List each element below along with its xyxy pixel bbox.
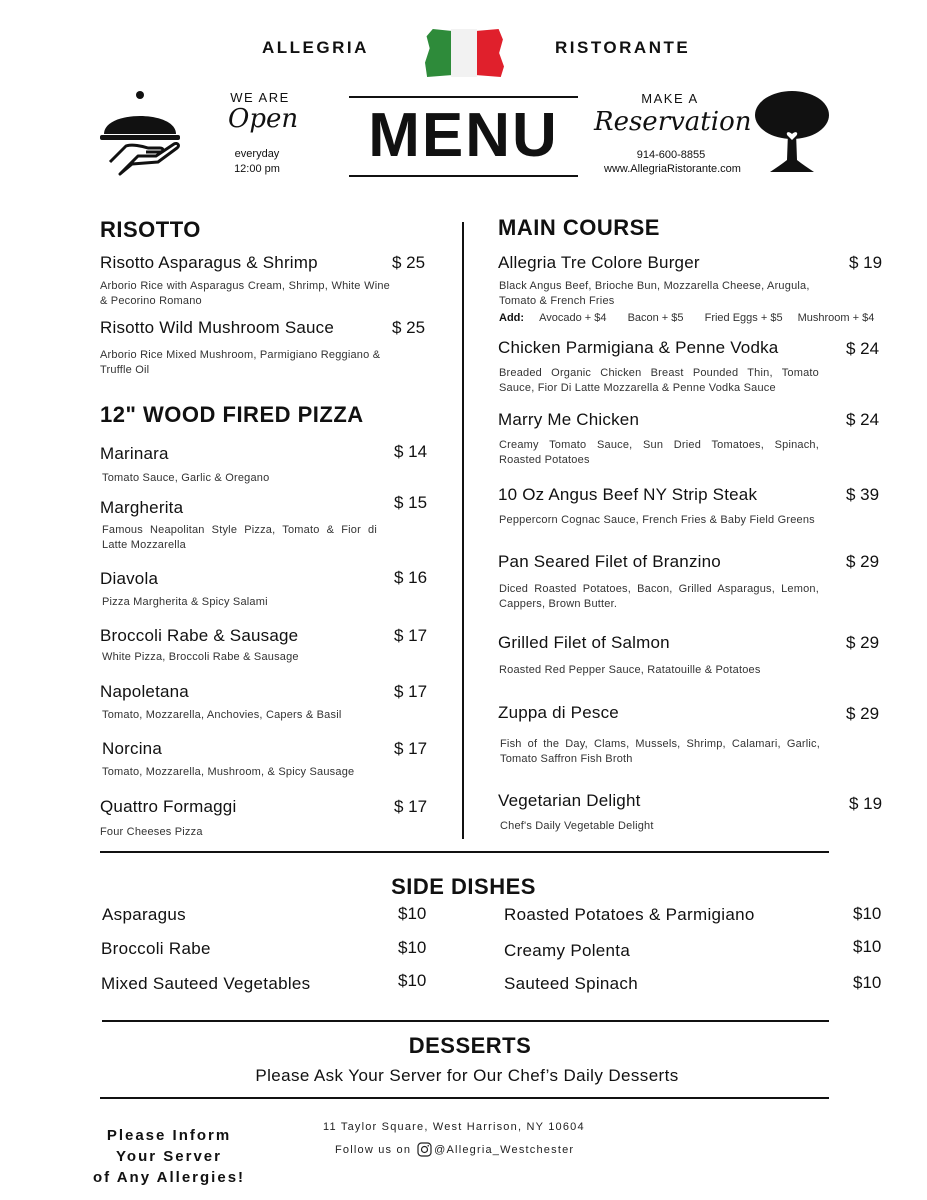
menu-item-price: $ 25 xyxy=(392,318,426,337)
side-item-name: Sauteed Spinach xyxy=(504,974,638,993)
footer-rule xyxy=(100,1097,829,1099)
menu-item-name: Broccoli Rabe & Sausage xyxy=(100,626,299,645)
menu-item-desc: Breaded Organic Chicken Breast Pounded Thin, Tomato Sauce, Fior Di Latte Mozzarella & Penne Vodka Sauce xyxy=(499,367,819,394)
menu-item-price: $ 17 xyxy=(394,739,428,758)
menu-item-name: Marinara xyxy=(100,444,169,463)
menu-item-name: Risotto Wild Mushroom Sauce xyxy=(100,318,335,337)
follow-label: Follow us on xyxy=(335,1143,412,1156)
menu-item-name: Norcina xyxy=(102,739,162,758)
open-line2: everyday xyxy=(234,148,280,160)
menu-item-price: $ 29 xyxy=(846,552,880,571)
menu-item-price: $ 29 xyxy=(846,704,880,723)
menu-item-name: Zuppa di Pesce xyxy=(498,703,619,722)
desserts-rule xyxy=(102,1020,829,1022)
menu-item-name: Risotto Asparagus & Shrimp xyxy=(100,253,318,272)
menu-item-desc: Four Cheeses Pizza xyxy=(100,826,203,838)
menu-item-price: $ 17 xyxy=(394,797,428,816)
menu-item-price: $ 16 xyxy=(394,568,428,587)
side-item-price: $10 xyxy=(398,971,427,990)
addons-label: Add: xyxy=(499,312,525,324)
menu-item-name: Vegetarian Delight xyxy=(498,791,641,810)
risotto-title: RISOTTO xyxy=(100,217,201,242)
flag-stripe-white xyxy=(451,29,477,77)
flag-stripe-red xyxy=(477,29,504,77)
menu-item-desc: Black Angus Beef, Brioche Bun, Mozzarella Cheese, Arugula, Tomato & French Fries xyxy=(499,280,810,307)
open-line3: 12:00 pm xyxy=(234,163,280,175)
column-divider xyxy=(462,222,464,839)
side-item-price: $10 xyxy=(398,938,427,957)
menu-item-name: Diavola xyxy=(100,569,159,588)
side-item-price: $10 xyxy=(853,973,882,992)
menu-item-price: $ 15 xyxy=(394,493,428,512)
menu-item-desc: Diced Roasted Potatoes, Bacon, Grilled Asparagus, Lemon, Cappers, Brown Butter. xyxy=(499,583,819,610)
side-dishes-title: SIDE DISHES xyxy=(391,874,536,899)
menu-item-desc: White Pizza, Broccoli Rabe & Sausage xyxy=(102,651,299,663)
brand-right: RISTORANTE xyxy=(555,38,691,57)
menu-rule-bottom xyxy=(349,175,578,177)
menu-item-price: $ 17 xyxy=(394,626,428,645)
addon: Bacon + $5 xyxy=(627,312,684,324)
main-course-title: MAIN COURSE xyxy=(498,215,660,240)
allergy-notice xyxy=(90,1125,248,1188)
flag-stripe-green xyxy=(425,29,451,77)
side-item-name: Broccoli Rabe xyxy=(101,939,211,958)
open-line1: WE ARE xyxy=(230,90,290,105)
menu-item-desc: Tomato, Mozzarella, Anchovies, Capers & Basil xyxy=(102,709,342,721)
addon: Fried Eggs + $5 xyxy=(704,312,783,324)
menu-item-price: $ 25 xyxy=(392,253,426,272)
menu-item-price: $ 19 xyxy=(849,794,883,813)
menu-item-desc: Arborio Rice with Asparagus Cream, Shrimp, White Wine & Pecorino Romano xyxy=(100,280,390,307)
menu-item-price: $ 14 xyxy=(394,442,428,461)
menu-item-desc: Pizza Margherita & Spicy Salami xyxy=(102,596,268,608)
allergy-line: of Any Allergies! xyxy=(92,1169,246,1186)
open-script: Open xyxy=(228,104,299,134)
cloche-hand-icon xyxy=(98,90,184,176)
side-item-name: Mixed Sauteed Vegetables xyxy=(101,974,311,993)
desserts-title: DESSERTS xyxy=(408,1033,532,1058)
menu-item-price: $ 24 xyxy=(846,410,880,429)
menu-item-name: Quattro Formaggi xyxy=(100,797,237,816)
side-item-name: Roasted Potatoes & Parmigiano xyxy=(504,905,755,924)
menu-item-name: Margherita xyxy=(100,498,184,517)
allergy-line: Please Inform xyxy=(106,1127,232,1144)
menu-item-name: Pan Seared Filet of Branzino xyxy=(498,552,721,571)
brand-left: ALLEGRIA xyxy=(262,38,369,57)
menu-item-name: Chicken Parmigiana & Penne Vodka xyxy=(498,338,779,357)
pizza-title: 12" WOOD FIRED PIZZA xyxy=(100,402,364,427)
menu-item-name: Napoletana xyxy=(100,682,189,701)
menu-item-price: $ 19 xyxy=(849,253,883,272)
menu-title: MENU xyxy=(368,101,559,170)
menu-item-price: $ 17 xyxy=(394,682,428,701)
menu-item-desc: Chef's Daily Vegetable Delight xyxy=(500,820,654,832)
allergy-line: Your Server xyxy=(116,1148,222,1165)
reservation-line1: MAKE A xyxy=(641,91,699,106)
menu-item-name: Grilled Filet of Salmon xyxy=(498,633,670,652)
tree-heart-icon xyxy=(752,90,832,180)
menu-item-desc: Tomato, Mozzarella, Mushroom, & Spicy Sausage xyxy=(102,766,355,778)
instagram-icon[interactable] xyxy=(417,1142,432,1157)
menu-item-name: Allegria Tre Colore Burger xyxy=(498,253,700,272)
instagram-handle[interactable]: @Allegria_Westchester xyxy=(434,1143,575,1156)
addons-row xyxy=(499,312,889,324)
side-dishes-rule xyxy=(100,851,829,853)
menu-item-desc: Creamy Tomato Sauce, Sun Dried Tomatoes, Spinach, Roasted Potatoes xyxy=(499,439,819,466)
social-row xyxy=(335,1142,574,1157)
desserts-subtitle: Please Ask Your Server for Our Chef’s Daily Desserts xyxy=(255,1066,679,1085)
menu-item-name: Marry Me Chicken xyxy=(498,410,640,429)
reservation-script: Reservation xyxy=(594,107,752,137)
reservation-phone: 914-600-8855 xyxy=(636,149,706,161)
menu-item-desc: Tomato Sauce, Garlic & Oregano xyxy=(102,472,270,484)
address: 11 Taylor Square, West Harrison, NY 10604 xyxy=(323,1121,585,1133)
side-item-name: Creamy Polenta xyxy=(504,941,631,960)
side-item-price: $10 xyxy=(853,904,882,923)
menu-item-desc: Famous Neapolitan Style Pizza, Tomato & Fior di Latte Mozzarella xyxy=(102,524,377,551)
menu-item-desc: Fish of the Day, Clams, Mussels, Shrimp, Calamari, Garlic, Tomato Saffron Fish Broth xyxy=(500,738,820,765)
menu-item-desc: Arborio Rice Mixed Mushroom, Parmigiano Reggiano & Truffle Oil xyxy=(100,349,381,376)
menu-rule-top xyxy=(349,96,578,98)
side-item-price: $10 xyxy=(398,904,427,923)
menu-item-name: 10 Oz Angus Beef NY Strip Steak xyxy=(498,485,758,504)
menu-item-desc: Peppercorn Cognac Sauce, French Fries & Baby Field Greens xyxy=(499,514,815,526)
menu-item-price: $ 39 xyxy=(846,485,880,504)
side-item-name: Asparagus xyxy=(102,905,186,924)
addon: Avocado + $4 xyxy=(539,312,607,324)
side-item-price: $10 xyxy=(853,937,882,956)
menu-item-price: $ 24 xyxy=(846,339,880,358)
reservation-website: www.AllegriaRistorante.com xyxy=(604,163,741,175)
menu-item-price: $ 29 xyxy=(846,633,880,652)
menu-item-desc: Roasted Red Pepper Sauce, Ratatouille & Potatoes xyxy=(499,664,761,676)
addon: Mushroom + $4 xyxy=(797,312,875,324)
